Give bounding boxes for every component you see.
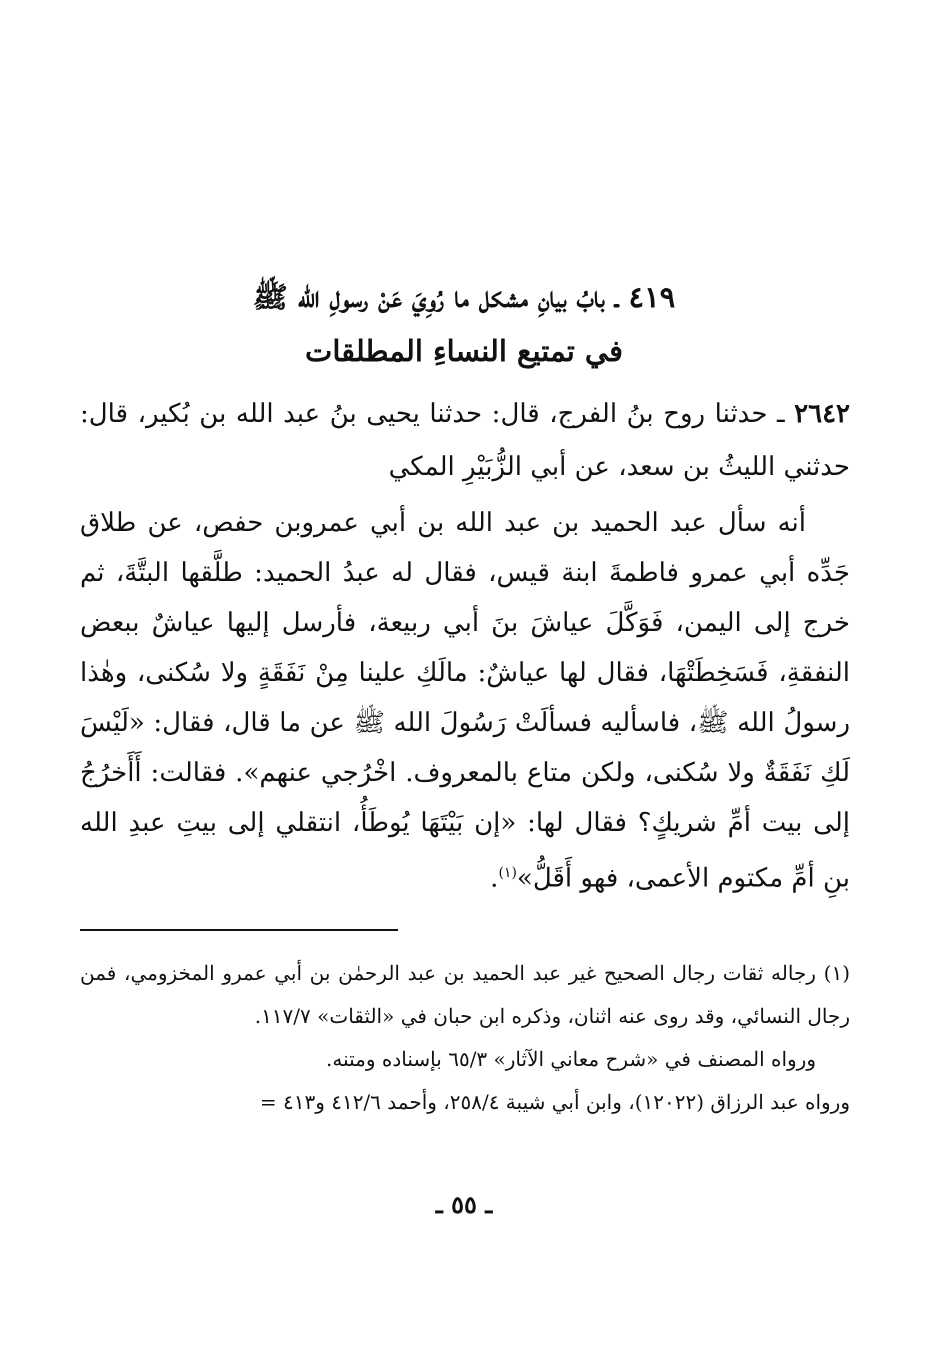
- footnote-1-continuation-2: ورواه عبد الرزاق (١٢٠٢٢)، وابن أبي شيبة ٢٥٨/٤، وأحمد ٤١٢/٦ و٤١٣ =: [259, 1090, 850, 1114]
- footnote-1-continuation: ورواه المصنف في «شرح معاني الآثار» ٦٥/٣ بإسناده ومتنه.: [326, 1047, 816, 1071]
- footnote-1: (١) رجاله ثقات رجال الصحيح غير عبد الحميد بن عبد الرحمٰن بن أبي عمرو المخزومي، فمن رجال النسائي، وقد روى عنه اثنان، وذكره ابن حبان في «الثقات» ١١٧/٧.: [80, 961, 850, 1028]
- hadith-matn: [80, 498, 850, 904]
- chapter-title-line2: في تمتيع النساءِ المطلقات: [305, 334, 623, 368]
- hadith-number: ٢٦٤٢: [794, 399, 850, 429]
- page-number: ـ ٥٥ ـ: [435, 1190, 493, 1219]
- chapter-heading: [128, 270, 800, 378]
- isnad-text: ـ حدثنا روح بنُ الفرج، قال: حدثنا يحيى بنُ عبد الله بن بُكير، قال: حدثني الليثُ بن سعد، عن أبي الزُّبَيْرِ المكي: [80, 399, 850, 482]
- chapter-title-line1: ٤١٩ ـ بابُ بيانِ مشكل ما رُوِيَ عَنْ رسولِ الله ﷺ: [252, 280, 676, 314]
- footnote-separator: [80, 929, 398, 931]
- end-mark: .: [490, 863, 499, 894]
- matn-paragraph: [80, 498, 850, 904]
- footnote-reference: (١): [498, 865, 517, 881]
- footnotes: [80, 952, 850, 1124]
- hadith-isnad: [80, 388, 850, 494]
- matn-text: أنه سأل عبد الحميد بن عبد الله بن أبي عمروبن حفص، عن طلاق جَدِّه أبي عمرو فاطمةَ ابنة قيس، فقال له عبدُ الحميد: طلَّقها البتَّةَ، ثم خرج إلى اليمن، فَوَكَّلَ عياشَ بنَ أبي ربيعة، فأرسل إليها عياشٌ ببعض النفقةِ، فَسَخِطَتْهَا، فقال لها عياشٌ: مالَكِ علينا مِنْ نَفَقَةٍ ولا سُكنى، وهٰذا رسولُ الله ﷺ، فاسأليه فسألَتْ رَسُولَ الله ﷺ عن ما قال، فقال: «لَيْسَ لَكِ نَفَقَةٌ ولا سُكنى، ولكن متاع بالمعروف. اخْرُجي عنهم». فقالت: أَأَخرُجُ إلى بيت أمِّ شريكٍ؟ فقال لها: «إن بَيْتَهَا يُوطَأُ، انتقلي إلى بيتِ عبدِ الله بنِ أمِّ مكتوم الأعمى، فهو أَقَلُّ»: [80, 508, 850, 894]
